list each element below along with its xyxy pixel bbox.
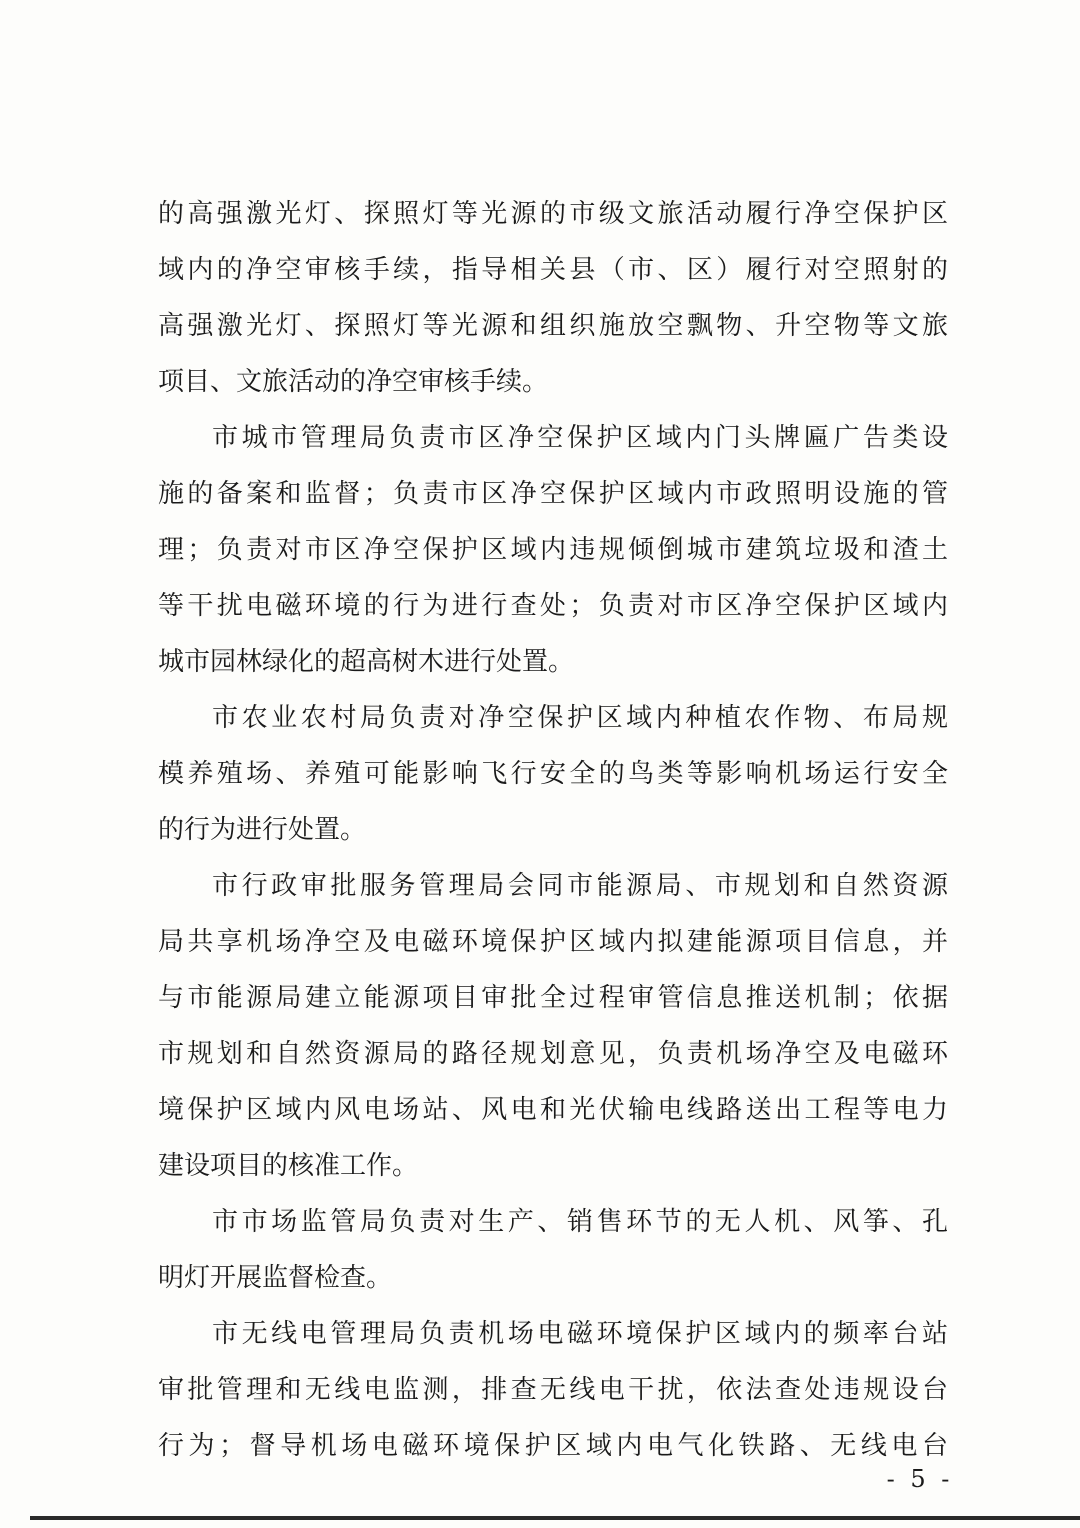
text-line: 城市园林绿化的超高树木进行处置。 (158, 647, 575, 677)
text-line: 高强激光灯、探照灯等光源和组织施放空飘物、升空物等文旅 (158, 311, 948, 341)
bottom-rule (30, 1516, 1080, 1520)
text-line: 市规划和自然资源局的路径规划意见，负责机场净空及电磁环 (158, 1039, 948, 1069)
text-line: 的高强激光灯、探照灯等光源的市级文旅活动履行净空保护区 (158, 199, 948, 229)
text-line: 审批管理和无线电监测，排查无线电干扰，依法查处违规设台 (158, 1375, 948, 1405)
text-line: 局共享机场净空及电磁环境保护区域内拟建能源项目信息，并 (158, 927, 948, 957)
text-line: 施的备案和监督；负责市区净空保护区域内市政照明设施的管 (158, 479, 948, 509)
text-line: 建设项目的核准工作。 (158, 1151, 419, 1181)
paragraph-first-line: 市无线电管理局负责机场电磁环境保护区域内的频率台站 (212, 1319, 948, 1349)
text-line: 明灯开展监督检查。 (158, 1263, 393, 1293)
text-line: 项目、文旅活动的净空审核手续。 (158, 367, 549, 397)
text-line: 域内的净空审核手续，指导相关县（市、区）履行对空照射的 (158, 255, 948, 285)
text-line: 境保护区域内风电场站、风电和光伏输电线路送出工程等电力 (158, 1095, 948, 1125)
paragraph-first-line: 市行政审批服务管理局会同市能源局、市规划和自然资源 (212, 871, 948, 901)
page-number: - 5 - (886, 1465, 954, 1493)
text-line: 等干扰电磁环境的行为进行查处；负责对市区净空保护区域内 (158, 591, 948, 621)
paragraph-first-line: 市城市管理局负责市区净空保护区域内门头牌匾广告类设 (212, 423, 948, 453)
text-line: 与市能源局建立能源项目审批全过程审管信息推送机制；依据 (158, 983, 948, 1013)
paragraph-first-line: 市市场监管局负责对生产、销售环节的无人机、风筝、孔 (212, 1207, 948, 1237)
text-line: 理；负责对市区净空保护区域内违规倾倒城市建筑垃圾和渣土 (158, 535, 948, 565)
text-line: 行为；督导机场电磁环境保护区域内电气化铁路、无线电台 (158, 1431, 948, 1461)
text-line: 模养殖场、养殖可能影响飞行安全的鸟类等影响机场运行安全 (158, 759, 948, 789)
paragraph-first-line: 市农业农村局负责对净空保护区域内种植农作物、布局规 (212, 703, 948, 733)
text-line: 的行为进行处置。 (158, 815, 367, 845)
